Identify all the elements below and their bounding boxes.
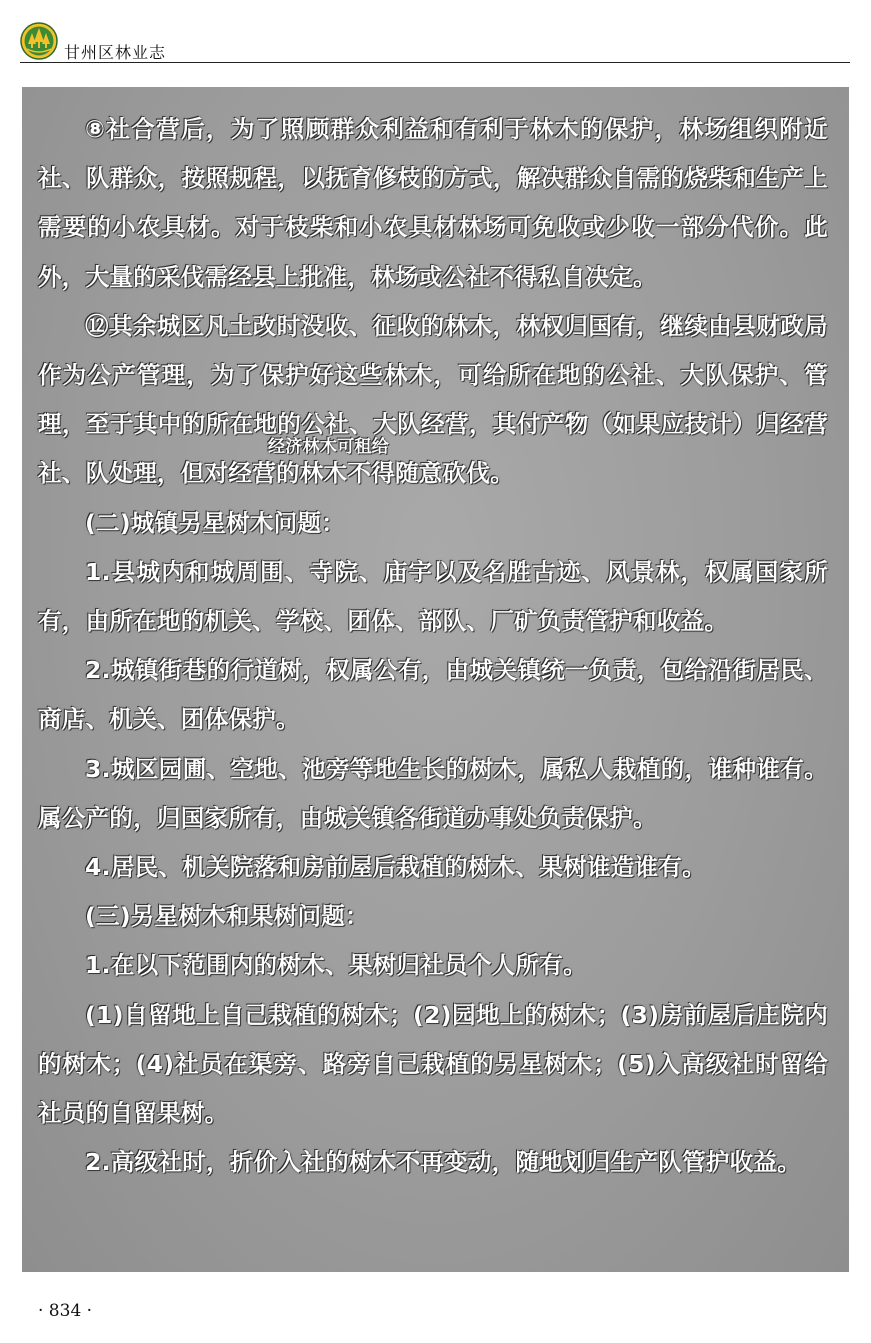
section-heading: (二)城镇另星树木问题： (85, 508, 346, 537)
scanned-page-image (22, 87, 849, 1272)
paragraph: ⑧社合营后，为了照顾群众利益和有利于林木的保护，林场组织附近社、队群众，按照规程，以抚育修枝的方式，解决群众自需的烧柴和生产上需要的小农具材。对于枝柴和小农具材林场可免收或少收一部分代价。此外，大量的采伐需经县上批准，林场或公社不得私自决定。 (38, 115, 828, 291)
header-divider (20, 62, 850, 63)
page-header (20, 22, 850, 62)
scanned-text-block (38, 105, 828, 1187)
paragraph: ⑫其余城区凡土改时没收、征收的林木，林权归国有，继续由县财政局作为公产管理，为了保护好这些林木，可给所在地的公社、大队保护、管理，至于其中的所在地的公社、大队经营，其付产物（如果应技计）归经营社、队处理，但对经营的林木不得随意砍伐。 (38, 311, 828, 488)
paragraph: 1.县城内和城周围、寺院、庙宇以及名胜古迹、风景林，权属国家所有，由所在地的机关、学校、团体、部队、厂矿负责管护和收益。 (38, 557, 828, 636)
handwritten-insertion: 经济林木可租给 (268, 437, 390, 457)
section-heading: (三)另星树木和果树问题： (85, 902, 369, 931)
page-number: · 834 · (38, 1301, 93, 1321)
paragraph: 1.在以下范围内的树木、果树归社员个人所有。 (85, 951, 587, 980)
paragraph: 2.城镇街巷的行道树，权属公有，由城关镇统一负责，包给沿街居民、商店、机关、团体保护。 (38, 656, 828, 734)
paragraph: 2.高级社时，折价入社的树木不再变动，随地划归生产队管护收益。 (85, 1148, 802, 1177)
forest-logo-icon (20, 22, 58, 60)
paragraph: 4.居民、机关院落和房前屋后栽植的树木、果树谁造谁有。 (85, 853, 706, 882)
paragraph: (1)自留地上自己栽植的树木；(2)园地上的树木；(3)房前屋后庄院内的树木；(4)社员在渠旁、路旁自己栽植的另星树木；(5)入高级社时留给社员的自留果树。 (38, 1000, 828, 1128)
book-title: 甘州区林业志 (64, 43, 167, 62)
paragraph: 3.城区园圃、空地、池旁等地生长的树木，属私人栽植的，谁种谁有。属公产的，归国家所有，由城关镇各街道办事处负责保护。 (38, 754, 828, 832)
